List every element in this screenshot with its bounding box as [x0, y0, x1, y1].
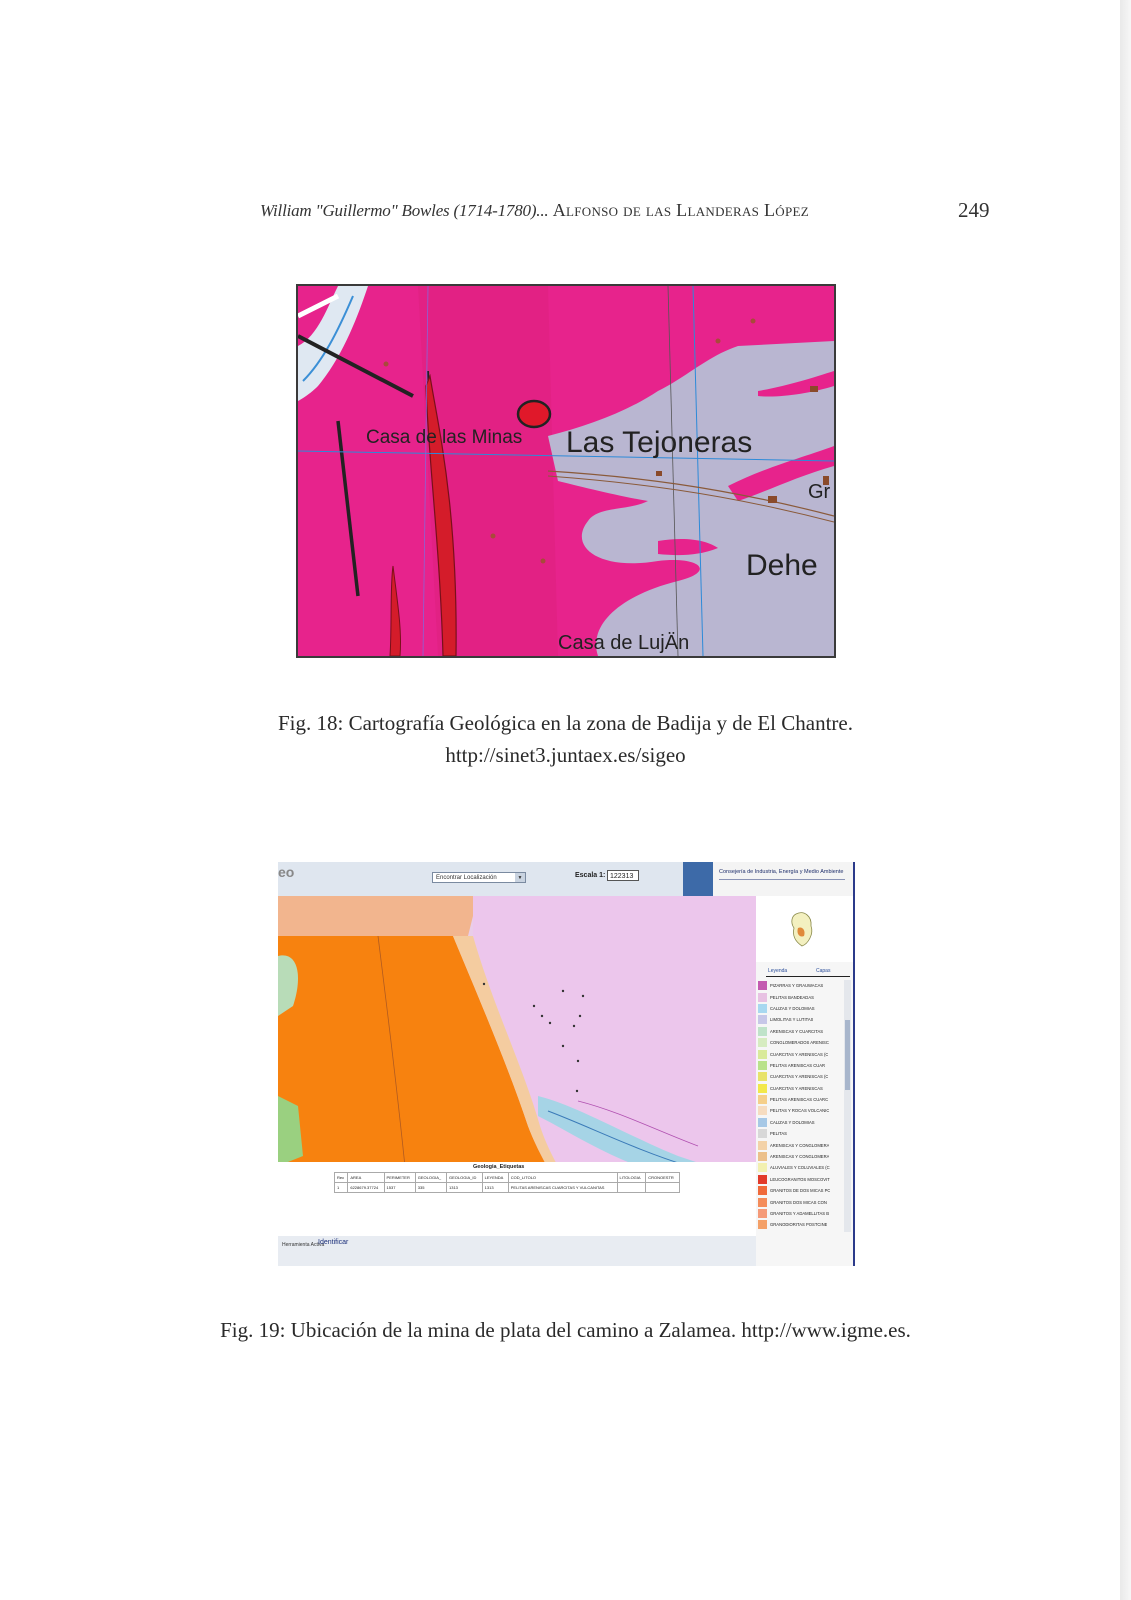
- legend-item: [758, 1151, 844, 1162]
- legend-swatch: [758, 1198, 767, 1207]
- table-header-cell: GEOLOGIA_: [415, 1173, 446, 1183]
- legend-item: [758, 1083, 844, 1094]
- legend-swatch: [758, 981, 767, 990]
- legend-swatch: [758, 1141, 767, 1150]
- tool-status-bar: [278, 1236, 756, 1266]
- legend-swatch: [758, 1050, 767, 1059]
- legend-label: GRANITOS Y ADAMELLITAS B: [770, 1211, 830, 1216]
- legend-scrollbar[interactable]: [844, 980, 851, 1232]
- figure-18-map-svg: [298, 286, 834, 656]
- legend-panel: [756, 896, 853, 1236]
- table-header-cell: AREA: [348, 1173, 384, 1183]
- legend-label: PELITAS Y ROCAS VOLCANIC: [770, 1108, 830, 1114]
- overview-map-svg: [756, 896, 853, 962]
- figure-19-gis-screenshot: [278, 862, 855, 1266]
- figure-19-caption: Fig. 19: Ubicación de la mina de plata del camino a Zalamea. http://www.igme.es.: [220, 1318, 911, 1342]
- table-cell: 1313: [482, 1183, 508, 1193]
- legend-label: GRANITOS DOS MICAS CON: [770, 1199, 827, 1205]
- legend-swatch: [758, 1027, 767, 1036]
- legend-item: [758, 1208, 844, 1219]
- legend-swatch: [758, 1209, 767, 1218]
- agency-logo-icon: [683, 862, 713, 896]
- label-casa-minas: Casa de las Minas: [366, 427, 523, 448]
- legend-item: [758, 1003, 844, 1014]
- table-cell: [646, 1183, 680, 1193]
- legend-label: PELITAS ARENISCAS CUARC: [770, 1097, 829, 1103]
- legend-label: CALIZAS Y DOLOMIAS: [770, 1119, 815, 1125]
- legend-swatch: [758, 1072, 767, 1081]
- attribute-table: [334, 1172, 680, 1193]
- table-header-cell: GEOLOGIA_ID: [447, 1173, 483, 1183]
- legend-item: [758, 1060, 844, 1071]
- gis-toolbar: [278, 862, 683, 896]
- table-cell: 1313: [447, 1183, 483, 1193]
- author-name: Alfonso de las Llanderas López: [552, 200, 809, 220]
- legend-item: [758, 1117, 844, 1128]
- legend-label: LEUCOGRANITOS MOSCOVIT: [770, 1176, 830, 1182]
- table-cell: 6228679.37724: [348, 1183, 384, 1193]
- table-cell: 1: [335, 1183, 348, 1193]
- legend-item: [758, 1162, 844, 1173]
- legend-label: CUARCITAS Y ARENISCAS (C: [770, 1051, 829, 1057]
- scale-input[interactable]: 122313: [607, 870, 639, 881]
- legend-label: ARENISCAS Y CONGLOMERA: [770, 1154, 830, 1160]
- table-cell: 335: [415, 1183, 446, 1193]
- legend-swatch: [758, 1175, 767, 1184]
- agency-divider: [719, 879, 845, 880]
- locate-select[interactable]: [432, 872, 526, 883]
- table-header-cell: COD_LITOLO: [508, 1173, 617, 1183]
- legend-swatch: [758, 1163, 767, 1172]
- legend-scrollbar-thumb[interactable]: [845, 1020, 850, 1090]
- legend-label: GRANODIORITAS POSTCINE: [770, 1222, 828, 1228]
- legend-item: [758, 1094, 844, 1105]
- table-header-cell: LEYENDA: [482, 1173, 508, 1183]
- legend-item: [758, 1014, 844, 1025]
- overview-map[interactable]: [756, 896, 853, 962]
- table-header-cell: LITOLOGIA: [617, 1173, 646, 1183]
- legend-label: CONGLOMERADOS ARENISC: [770, 1040, 829, 1046]
- legend-item: [758, 980, 844, 991]
- active-tool-name[interactable]: Identificar: [318, 1239, 349, 1246]
- table-cell: PELITAS ARENISCAS CUARCITAS Y VULCANITAS: [508, 1183, 617, 1193]
- figure-18-caption: Fig. 18: Cartografía Geológica en la zona de Badija y de El Chantre.: [278, 711, 853, 735]
- legend-label: ARENISCAS Y CUARCITAS: [770, 1028, 824, 1034]
- table-header-cell: PERIMETER: [384, 1173, 415, 1183]
- legend-label: PIZARRAS Y GRAUWACAS: [770, 983, 824, 989]
- table-header-cell: Rec: [335, 1173, 348, 1183]
- agency-header: [683, 862, 853, 896]
- tab-leyenda[interactable]: Leyenda: [768, 968, 788, 974]
- label-dehe: Dehe: [746, 549, 818, 582]
- legend-label: CALIZAS Y DOLOMIAS: [770, 1005, 815, 1011]
- active-tool-label: Herramienta Activa: [282, 1242, 325, 1248]
- legend-swatch: [758, 1220, 767, 1229]
- label-gr: Gr: [808, 481, 831, 503]
- legend-swatch: [758, 1129, 767, 1138]
- table-cell: 1537: [384, 1183, 415, 1193]
- legend-item: [758, 1105, 844, 1116]
- legend-swatch: [758, 1015, 767, 1024]
- legend-swatch: [758, 1004, 767, 1013]
- page-number: 249: [958, 198, 990, 222]
- legend-swatch: [758, 1118, 767, 1127]
- page-edge-shadow: [1120, 0, 1131, 1600]
- legend-item: [758, 1071, 844, 1082]
- running-title: William "Guillermo" Bowles (1714-1780)...: [260, 201, 549, 220]
- table-header-cell: CRONOESTR: [646, 1173, 680, 1183]
- legend-label: CUARCITAS Y ARENISCAS (C: [770, 1074, 829, 1080]
- locate-select-value: Encontrar Localización: [436, 875, 497, 881]
- figure-18-source-link: http://sinet3.juntaex.es/sigeo: [445, 743, 686, 767]
- legend-item: [758, 1048, 844, 1059]
- legend-item: [758, 1185, 844, 1196]
- scale-label: Escala 1:: [575, 872, 606, 879]
- chevron-down-icon[interactable]: ▼: [515, 873, 525, 882]
- table-row[interactable]: [335, 1183, 680, 1193]
- legend-swatch: [758, 1106, 767, 1115]
- gis-logo: eo: [278, 864, 295, 880]
- legend-item: [758, 1174, 844, 1185]
- legend-label: GRANITOS DE DOS MICAS PC: [770, 1188, 831, 1194]
- legend-item: [758, 1196, 844, 1207]
- legend-swatch: [758, 1152, 767, 1161]
- legend-label: PELITAS BANDEADAS: [770, 994, 814, 1000]
- legend-swatch: [758, 1061, 767, 1070]
- panel-tabs: [766, 966, 850, 977]
- label-casa-lujan: Casa de LujÄn: [558, 632, 690, 654]
- panel-footer: [756, 1236, 853, 1266]
- legend-item: [758, 1037, 844, 1048]
- legend-item: [758, 1139, 844, 1150]
- legend-swatch: [758, 1038, 767, 1047]
- agency-title: Consejería de Industria, Energía y Medio Ambiente: [719, 869, 844, 875]
- legend-item: [758, 991, 844, 1002]
- legend-label: LIMOLITAS Y LUTITAS: [770, 1017, 814, 1023]
- legend-list: [758, 980, 844, 1232]
- legend-swatch: [758, 1084, 767, 1093]
- table-header-row: [335, 1173, 680, 1183]
- tab-capas[interactable]: Capas: [816, 968, 831, 974]
- attribute-table-title: Geologia_Etiquetas: [473, 1164, 525, 1170]
- running-title-line: [260, 200, 809, 221]
- legend-label: CUARCITAS Y ARENISCAS: [770, 1085, 823, 1091]
- legend-label: ALUVIALES Y COLUVIALES (C: [770, 1165, 830, 1171]
- legend-label: PELITAS ARENISCAS CUAR: [770, 1062, 826, 1068]
- figure-18-geological-map: [296, 284, 836, 658]
- legend-label: ARENISCAS Y CONGLOMERA: [770, 1142, 830, 1148]
- legend-swatch: [758, 993, 767, 1002]
- table-cell: [617, 1183, 646, 1193]
- legend-item: [758, 1219, 844, 1230]
- legend-label: PELITAS: [770, 1131, 787, 1137]
- legend-item: [758, 1128, 844, 1139]
- legend-swatch: [758, 1095, 767, 1104]
- label-tejoneras: Las Tejoneras: [566, 426, 753, 459]
- running-header: [0, 200, 1131, 226]
- legend-item: [758, 1026, 844, 1037]
- legend-swatch: [758, 1186, 767, 1195]
- attribute-table-panel: [278, 1162, 756, 1236]
